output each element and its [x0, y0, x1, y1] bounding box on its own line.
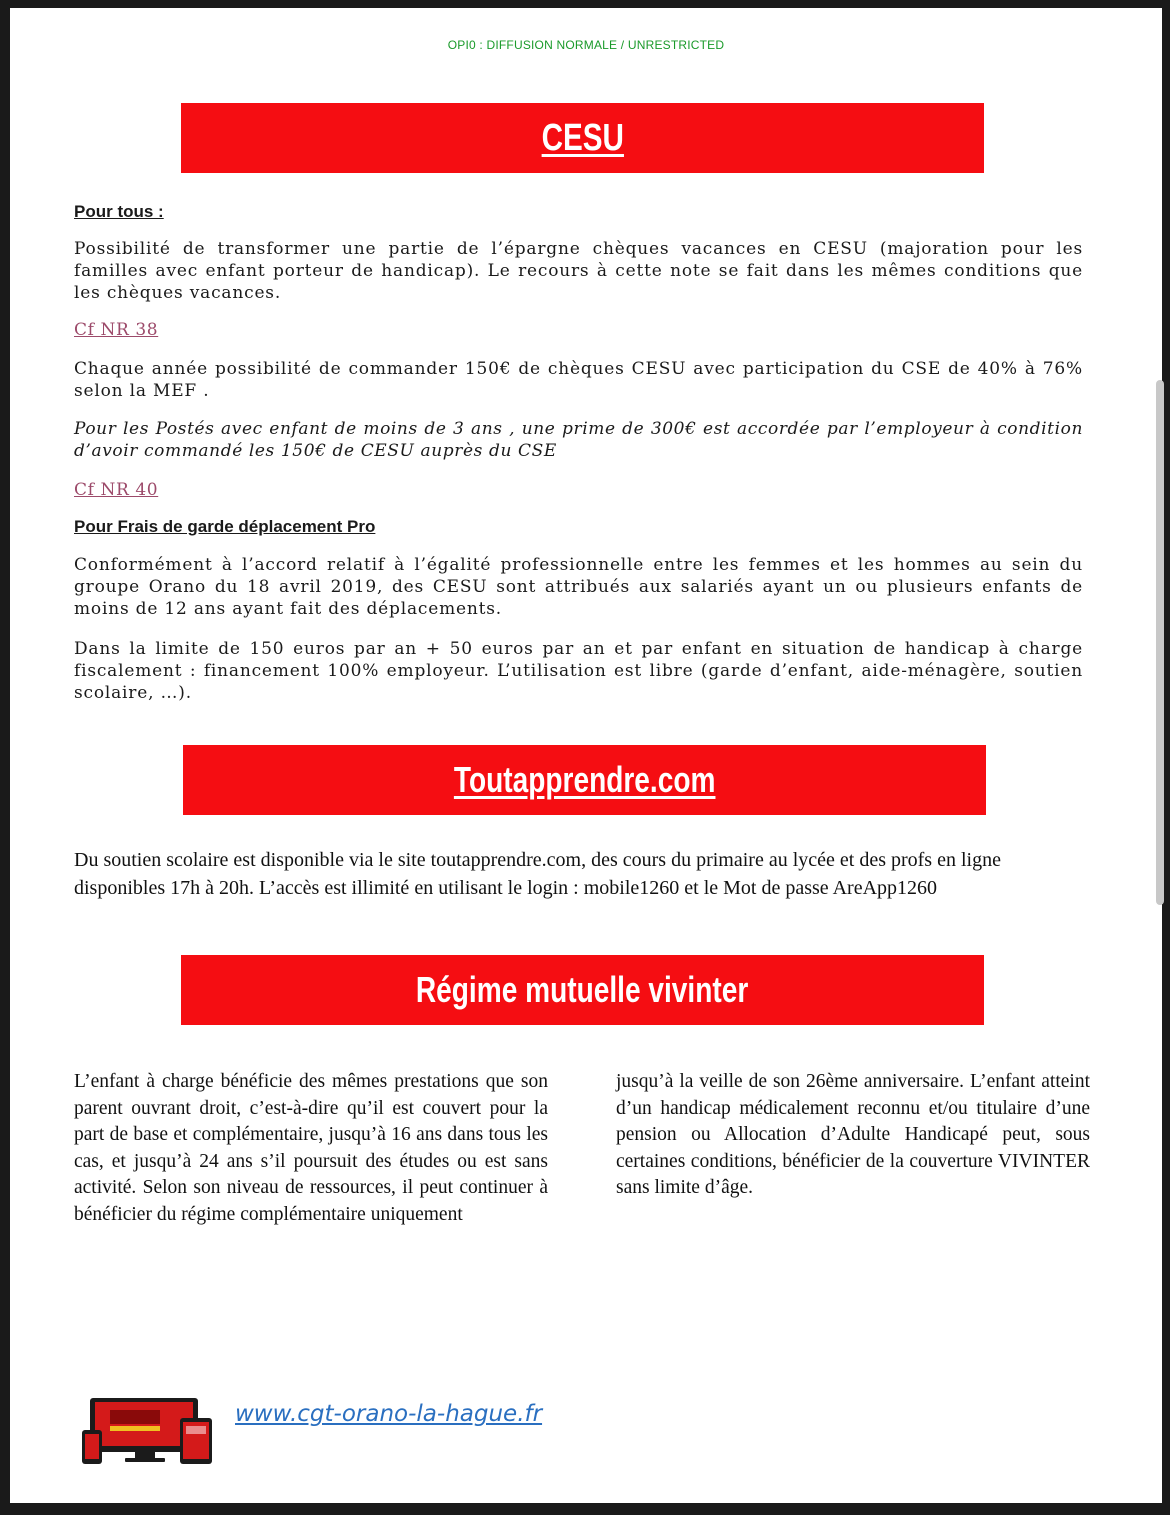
- toutapprendre-paragraph: Du soutien scolaire est disponible via le site toutapprendre.com, des cours du primaire au lycée et des profs en ligne disponibles 17h à 20h. L’accès est illimité en utilisant le login : mobile1260 et le Mot de passe AreApp1260: [74, 849, 1001, 899]
- classification-label: OPI0 : DIFFUSION NORMALE / UNRESTRICTED: [447, 38, 725, 52]
- toutapprendre-banner: [183, 745, 986, 815]
- cesu-paragraph-3: Pour les Postés avec enfant de moins de 3 ans , une prime de 300€ est accordée par l’employeur à condition d’avoir commandé les 150€ de CESU auprès du CSE: [74, 419, 1083, 461]
- scrollbar[interactable]: [1156, 380, 1164, 905]
- cf-nr-40-link[interactable]: Cf NR 40: [74, 480, 159, 500]
- heading-pour-tous: Pour tous :: [74, 202, 164, 221]
- mutuelle-column-right: jusqu’à la veille de son 26ème anniversaire. L’enfant atteint d’un handicap médicalement reconnu et/ou titulaire d’une pension ou Allocation d’Adulte Handicapé peut, sous certaines conditions, bénéficier de la couverture VIVINTER sans limite d’âge.: [616, 1071, 1090, 1199]
- cesu-title: CESU: [541, 116, 624, 159]
- cesu-paragraph-1: Possibilité de transformer une partie de l’épargne chèques vacances en CESU (majoration pour les familles avec enfant porteur de handicap). Le recours à cette note se fait dans les mêmes conditions que les chèques vacances.: [74, 239, 1083, 303]
- cf-nr-38-link[interactable]: Cf NR 38: [74, 320, 159, 340]
- toutapprendre-title: Toutapprendre.com: [453, 759, 716, 800]
- cesu-paragraph-4: Conformément à l’accord relatif à l’égalité professionnelle entre les femmes et les hommes au sein du groupe Orano du 18 avril 2019, des CESU sont attribués aux salariés ayant un ou plusieurs enfants de moins de 12 ans ayant fait des déplacements.: [74, 555, 1083, 619]
- cesu-paragraph-2: Chaque année possibilité de commander 150€ de chèques CESU avec participation du CSE de 40% à 76% selon la MEF .: [74, 359, 1083, 401]
- mutuelle-column-left: L’enfant à charge bénéficie des mêmes prestations que son parent ouvrant droit, c’est-à-dire qu’il est couvert pour la part de base et complémentaire, jusqu’à 16 ans dans tous les cas, et jusqu’à 24 ans s’il poursuit des études ou est sans activité. Selon son niveau de ressources, il peut continuer à bénéficier du régime complémentaire uniquement: [74, 1071, 548, 1225]
- mutuelle-banner: [181, 955, 984, 1025]
- devices-icon: [80, 1396, 215, 1466]
- heading-frais-garde: Pour Frais de garde déplacement Pro: [74, 517, 376, 536]
- cesu-banner: [181, 103, 984, 173]
- document-page: [10, 8, 1162, 1503]
- website-link[interactable]: www.cgt-orano-la-hague.fr: [235, 1401, 543, 1427]
- cesu-paragraph-5: Dans la limite de 150 euros par an + 50 euros par an et par enfant en situation de handicap à charge fiscalement : financement 100% employeur. L’utilisation est libre (garde d’enfant, aide-ménagère, soutien scolaire, …).: [74, 639, 1083, 703]
- mutuelle-title: Régime mutuelle vivinter: [416, 969, 749, 1010]
